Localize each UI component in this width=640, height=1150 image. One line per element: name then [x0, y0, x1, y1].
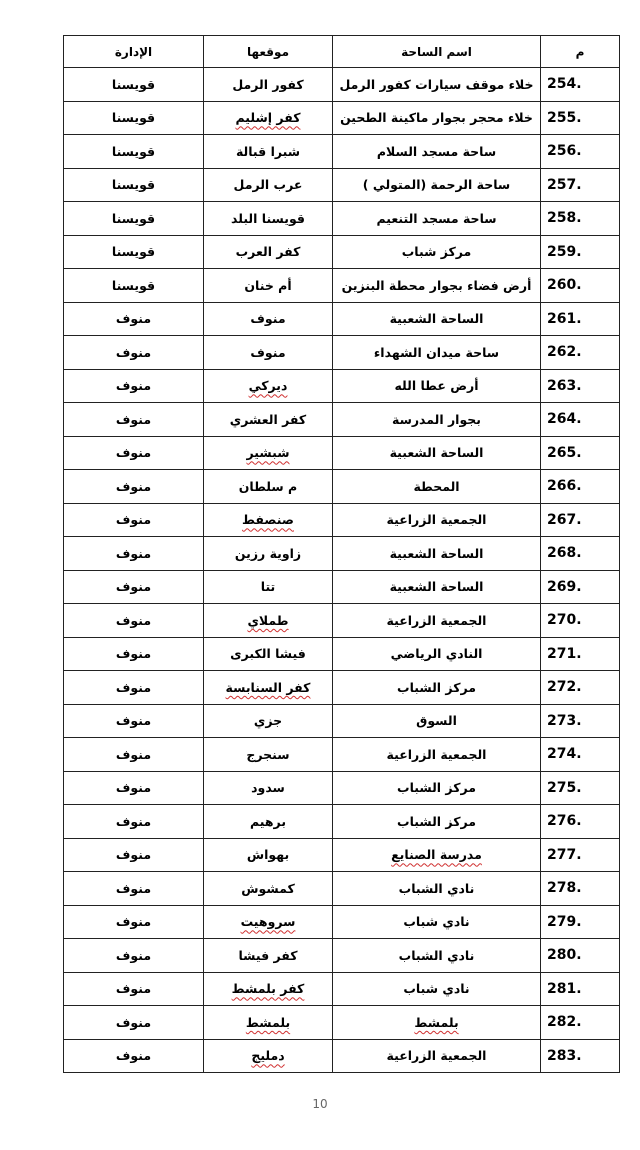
square-location-text: كفر إشليم [235, 110, 301, 126]
row-number-text: 264. [547, 411, 582, 428]
square-location-text: كفر العرب [235, 244, 301, 260]
square-name [333, 168, 541, 202]
square-location [204, 68, 333, 102]
square-administration-text: منوف [115, 847, 152, 863]
square-administration [64, 135, 204, 169]
row-number-text: 257. [547, 176, 582, 193]
table-body [64, 68, 620, 1073]
square-administration-text: منوف [115, 646, 152, 662]
table-row [64, 135, 620, 169]
row-number-text: 280. [547, 947, 582, 964]
square-name [333, 570, 541, 604]
square-location [204, 972, 333, 1006]
row-number [541, 604, 620, 638]
square-administration-text: منوف [115, 612, 152, 628]
table-row [64, 68, 620, 102]
square-administration [64, 369, 204, 403]
square-name-text: ساحة ميدان الشهداء [373, 344, 500, 360]
square-administration-text: منوف [115, 813, 152, 829]
row-number-text: 277. [547, 846, 582, 863]
square-name-text: مركز الشباب [397, 679, 476, 695]
row-number-text: 272. [547, 679, 582, 696]
square-administration-text: منوف [115, 780, 152, 796]
square-location-text: كفور الرمل [232, 76, 304, 92]
square-location-text: سدود [251, 780, 285, 796]
square-location [204, 101, 333, 135]
square-location-text: زاوية رزين [234, 545, 302, 561]
square-name-text: بلمشط [414, 1014, 459, 1030]
square-name-text: نادي الشباب [398, 947, 475, 963]
square-location-text: أم خنان [244, 277, 292, 293]
square-location [204, 805, 333, 839]
row-number-text: 266. [547, 478, 582, 495]
square-administration-text: منوف [115, 545, 152, 561]
square-administration [64, 302, 204, 336]
square-administration [64, 671, 204, 705]
square-administration [64, 336, 204, 370]
square-name [333, 704, 541, 738]
row-number [541, 1006, 620, 1040]
table-row [64, 671, 620, 705]
square-name [333, 537, 541, 571]
square-name [333, 805, 541, 839]
square-administration-text: منوف [115, 478, 152, 494]
square-name [333, 939, 541, 973]
square-administration-text: منوف [115, 679, 152, 695]
square-location [204, 503, 333, 537]
square-location [204, 470, 333, 504]
square-administration [64, 235, 204, 269]
row-number-text: 270. [547, 612, 582, 629]
square-location-text: كفر السنابسة [225, 679, 311, 695]
row-number-text: 278. [547, 880, 582, 897]
square-name-text: ساحة الرحمة (المتولي ) [362, 177, 511, 193]
row-number [541, 168, 620, 202]
square-location-text: منوف [250, 311, 286, 327]
square-name [333, 436, 541, 470]
square-administration [64, 872, 204, 906]
square-administration [64, 604, 204, 638]
header-location: موقعها [204, 36, 333, 68]
square-administration [64, 537, 204, 571]
square-administration [64, 202, 204, 236]
square-name [333, 202, 541, 236]
square-location [204, 637, 333, 671]
square-name-text: مركز الشباب [397, 813, 476, 829]
row-number [541, 537, 620, 571]
square-name-text: النادي الرياضي [390, 646, 483, 662]
page-number: 10 [312, 1097, 328, 1111]
square-name-text: نادي شباب [403, 914, 470, 930]
row-number [541, 503, 620, 537]
row-number-text: 263. [547, 377, 582, 394]
square-administration-text: منوف [115, 981, 152, 997]
row-number [541, 369, 620, 403]
square-name-text: مدرسة الصنايع [391, 847, 482, 863]
square-administration-text: منوف [115, 746, 152, 762]
square-location-text: م سلطان [238, 478, 298, 494]
table-row [64, 336, 620, 370]
square-name [333, 1006, 541, 1040]
square-location-text: برهيم [249, 813, 287, 829]
square-administration [64, 570, 204, 604]
square-name-text: بجوار المدرسة [391, 411, 482, 427]
header-square-name: اسم الساحة [333, 36, 541, 68]
square-location [204, 872, 333, 906]
square-name-text: السوق [416, 713, 457, 729]
square-name-text: الساحة الشعبية [389, 545, 484, 561]
square-administration [64, 704, 204, 738]
square-name [333, 403, 541, 437]
row-number-text: 274. [547, 746, 582, 763]
square-name [333, 503, 541, 537]
table-row [64, 537, 620, 571]
square-administration [64, 805, 204, 839]
square-name [333, 637, 541, 671]
table-row [64, 470, 620, 504]
square-administration-text: منوف [115, 1014, 152, 1030]
row-number-text: 255. [547, 109, 582, 126]
square-administration-text: منوف [115, 713, 152, 729]
square-location [204, 570, 333, 604]
square-administration-text: منوف [115, 344, 152, 360]
table-row [64, 838, 620, 872]
row-number [541, 805, 620, 839]
row-number-text: 269. [547, 578, 582, 595]
square-location-text: سروهيت [240, 914, 296, 930]
square-administration [64, 68, 204, 102]
square-administration [64, 101, 204, 135]
square-name-text: أرض فضاء بجوار محطة البنزين [341, 277, 532, 293]
square-administration [64, 771, 204, 805]
square-name-text: نادي الشباب [398, 880, 475, 896]
row-number [541, 671, 620, 705]
table-row [64, 403, 620, 437]
square-administration [64, 503, 204, 537]
row-number-text: 254. [547, 76, 582, 93]
square-location [204, 369, 333, 403]
square-administration-text: منوف [115, 947, 152, 963]
square-name [333, 302, 541, 336]
square-name [333, 470, 541, 504]
square-administration-text: منوف [115, 880, 152, 896]
table-row [64, 704, 620, 738]
square-location [204, 905, 333, 939]
row-number [541, 403, 620, 437]
square-name-text: الساحة الشعبية [389, 445, 484, 461]
square-name [333, 135, 541, 169]
square-administration-text: منوف [115, 1048, 152, 1064]
square-location-text: طملاي [247, 612, 289, 628]
row-number [541, 905, 620, 939]
table-row [64, 302, 620, 336]
row-number-text: 258. [547, 210, 582, 227]
table-row [64, 972, 620, 1006]
square-name-text: مركز شباب [401, 244, 472, 260]
row-number-text: 267. [547, 511, 582, 528]
square-administration-text: قويسنا [111, 110, 156, 126]
square-name-text: خلاء محجر بجوار ماكينة الطحين [340, 110, 533, 126]
table-row [64, 369, 620, 403]
square-location [204, 436, 333, 470]
square-administration-text: قويسنا [111, 177, 156, 193]
square-name-text: الساحة الشعبية [389, 311, 484, 327]
square-administration [64, 972, 204, 1006]
square-administration-text: منوف [115, 378, 152, 394]
row-number [541, 1039, 620, 1073]
row-number-text: 262. [547, 344, 582, 361]
square-location-text: كمشوش [241, 880, 295, 896]
square-name [333, 972, 541, 1006]
row-number [541, 972, 620, 1006]
square-administration-text: منوف [115, 311, 152, 327]
square-location-text: كفر بلمشط [231, 981, 305, 997]
row-number [541, 135, 620, 169]
square-name [333, 771, 541, 805]
square-administration [64, 905, 204, 939]
square-administration-text: منوف [115, 512, 152, 528]
square-administration [64, 1039, 204, 1073]
row-number-text: 260. [547, 277, 582, 294]
row-number-text: 281. [547, 980, 582, 997]
square-administration [64, 637, 204, 671]
table-row [64, 939, 620, 973]
row-number [541, 269, 620, 303]
row-number [541, 771, 620, 805]
row-number [541, 470, 620, 504]
square-location [204, 537, 333, 571]
row-number-text: 268. [547, 545, 582, 562]
row-number-text: 276. [547, 813, 582, 830]
table-row [64, 101, 620, 135]
row-number [541, 838, 620, 872]
square-location [204, 403, 333, 437]
row-number-text: 283. [547, 1047, 582, 1064]
row-number-text: 261. [547, 310, 582, 327]
row-number [541, 436, 620, 470]
table-row [64, 872, 620, 906]
square-location-text: دمليج [251, 1048, 285, 1064]
square-administration [64, 939, 204, 973]
table-row [64, 168, 620, 202]
row-number-text: 259. [547, 243, 582, 260]
square-location [204, 671, 333, 705]
square-name [333, 269, 541, 303]
square-location-text: فيشا الكبرى [230, 646, 306, 662]
square-location-text: جزي [253, 713, 283, 729]
square-administration-text: قويسنا [111, 143, 156, 159]
square-location [204, 704, 333, 738]
table-row [64, 235, 620, 269]
square-name-text: خلاء موقف سيارات كفور الرمل [339, 76, 534, 92]
square-location-text: تتا [260, 579, 276, 595]
row-number [541, 704, 620, 738]
square-location [204, 302, 333, 336]
square-administration [64, 168, 204, 202]
square-name-text: الجمعية الزراعية [386, 512, 487, 528]
square-name [333, 68, 541, 102]
row-number [541, 101, 620, 135]
square-name [333, 101, 541, 135]
square-location [204, 269, 333, 303]
row-number-text: 256. [547, 143, 582, 160]
square-name-text: نادي شباب [403, 981, 470, 997]
square-administration [64, 738, 204, 772]
square-location-text: عرب الرمل [233, 177, 303, 193]
square-administration [64, 436, 204, 470]
square-administration [64, 470, 204, 504]
square-location-text: شبرا قبالة [235, 143, 301, 159]
square-administration [64, 838, 204, 872]
table-row [64, 436, 620, 470]
table-row [64, 269, 620, 303]
row-number [541, 738, 620, 772]
square-location-text: قويسنا البلد [231, 210, 305, 226]
table-row [64, 570, 620, 604]
square-location [204, 1039, 333, 1073]
row-number-text: 275. [547, 779, 582, 796]
square-name-text: أرض عطا الله [394, 378, 479, 394]
square-location [204, 838, 333, 872]
row-number [541, 302, 620, 336]
table-row [64, 1039, 620, 1073]
square-location [204, 1006, 333, 1040]
square-name [333, 738, 541, 772]
row-number-text: 273. [547, 712, 582, 729]
square-location [204, 235, 333, 269]
square-location-text: سنجرج [246, 746, 290, 762]
square-administration-text: منوف [115, 411, 152, 427]
square-administration-text: قويسنا [111, 277, 156, 293]
row-number [541, 939, 620, 973]
square-administration-text: منوف [115, 579, 152, 595]
row-number-text: 279. [547, 913, 582, 930]
table-row [64, 503, 620, 537]
square-name [333, 872, 541, 906]
table-row [64, 1006, 620, 1040]
square-name-text: الجمعية الزراعية [386, 1048, 487, 1064]
row-number [541, 872, 620, 906]
square-name-text: مركز الشباب [397, 780, 476, 796]
squares-table [63, 35, 620, 1073]
square-location [204, 939, 333, 973]
square-name-text: المحطة [413, 478, 460, 494]
table-row [64, 738, 620, 772]
square-administration [64, 269, 204, 303]
square-location [204, 135, 333, 169]
square-name-text: الجمعية الزراعية [386, 746, 487, 762]
table-header-row [64, 36, 620, 68]
square-name [333, 671, 541, 705]
square-location-text: منوف [250, 344, 286, 360]
square-name-text: الجمعية الزراعية [386, 612, 487, 628]
square-location-text: بهواش [246, 847, 290, 863]
square-location [204, 202, 333, 236]
square-name [333, 838, 541, 872]
square-name [333, 604, 541, 638]
square-name-text: الساحة الشعبية [389, 579, 484, 595]
table-row [64, 905, 620, 939]
row-number [541, 336, 620, 370]
row-number-text: 271. [547, 645, 582, 662]
square-name [333, 905, 541, 939]
square-administration-text: قويسنا [111, 76, 156, 92]
square-location-text: بلمشط [245, 1014, 291, 1030]
row-number-text: 282. [547, 1014, 582, 1031]
square-administration-text: قويسنا [111, 210, 156, 226]
square-name [333, 1039, 541, 1073]
square-location [204, 168, 333, 202]
square-administration-text: منوف [115, 445, 152, 461]
table-row [64, 771, 620, 805]
table-row [64, 604, 620, 638]
square-administration [64, 1006, 204, 1040]
square-name-text: ساحة مسجد التنعيم [376, 210, 497, 226]
row-number [541, 637, 620, 671]
square-administration [64, 403, 204, 437]
square-location [204, 604, 333, 638]
row-number [541, 570, 620, 604]
square-location [204, 738, 333, 772]
square-administration-text: منوف [115, 914, 152, 930]
square-name [333, 369, 541, 403]
square-location-text: شبشير [246, 445, 290, 461]
square-name [333, 336, 541, 370]
square-location-text: كفر فيشا [238, 947, 298, 963]
table-row [64, 202, 620, 236]
square-administration-text: قويسنا [111, 244, 156, 260]
table-row [64, 805, 620, 839]
square-name [333, 235, 541, 269]
row-number [541, 235, 620, 269]
row-number [541, 68, 620, 102]
square-location [204, 336, 333, 370]
header-number: م [541, 36, 620, 68]
square-location-text: ديركي [248, 378, 288, 394]
header-administration: الإدارة [64, 36, 204, 68]
square-location-text: صنصفط [242, 512, 294, 528]
row-number [541, 202, 620, 236]
square-location [204, 771, 333, 805]
square-name-text: ساحة مسجد السلام [376, 143, 497, 159]
row-number-text: 265. [547, 444, 582, 461]
square-location-text: كفر العشري [229, 411, 307, 427]
table-row [64, 637, 620, 671]
